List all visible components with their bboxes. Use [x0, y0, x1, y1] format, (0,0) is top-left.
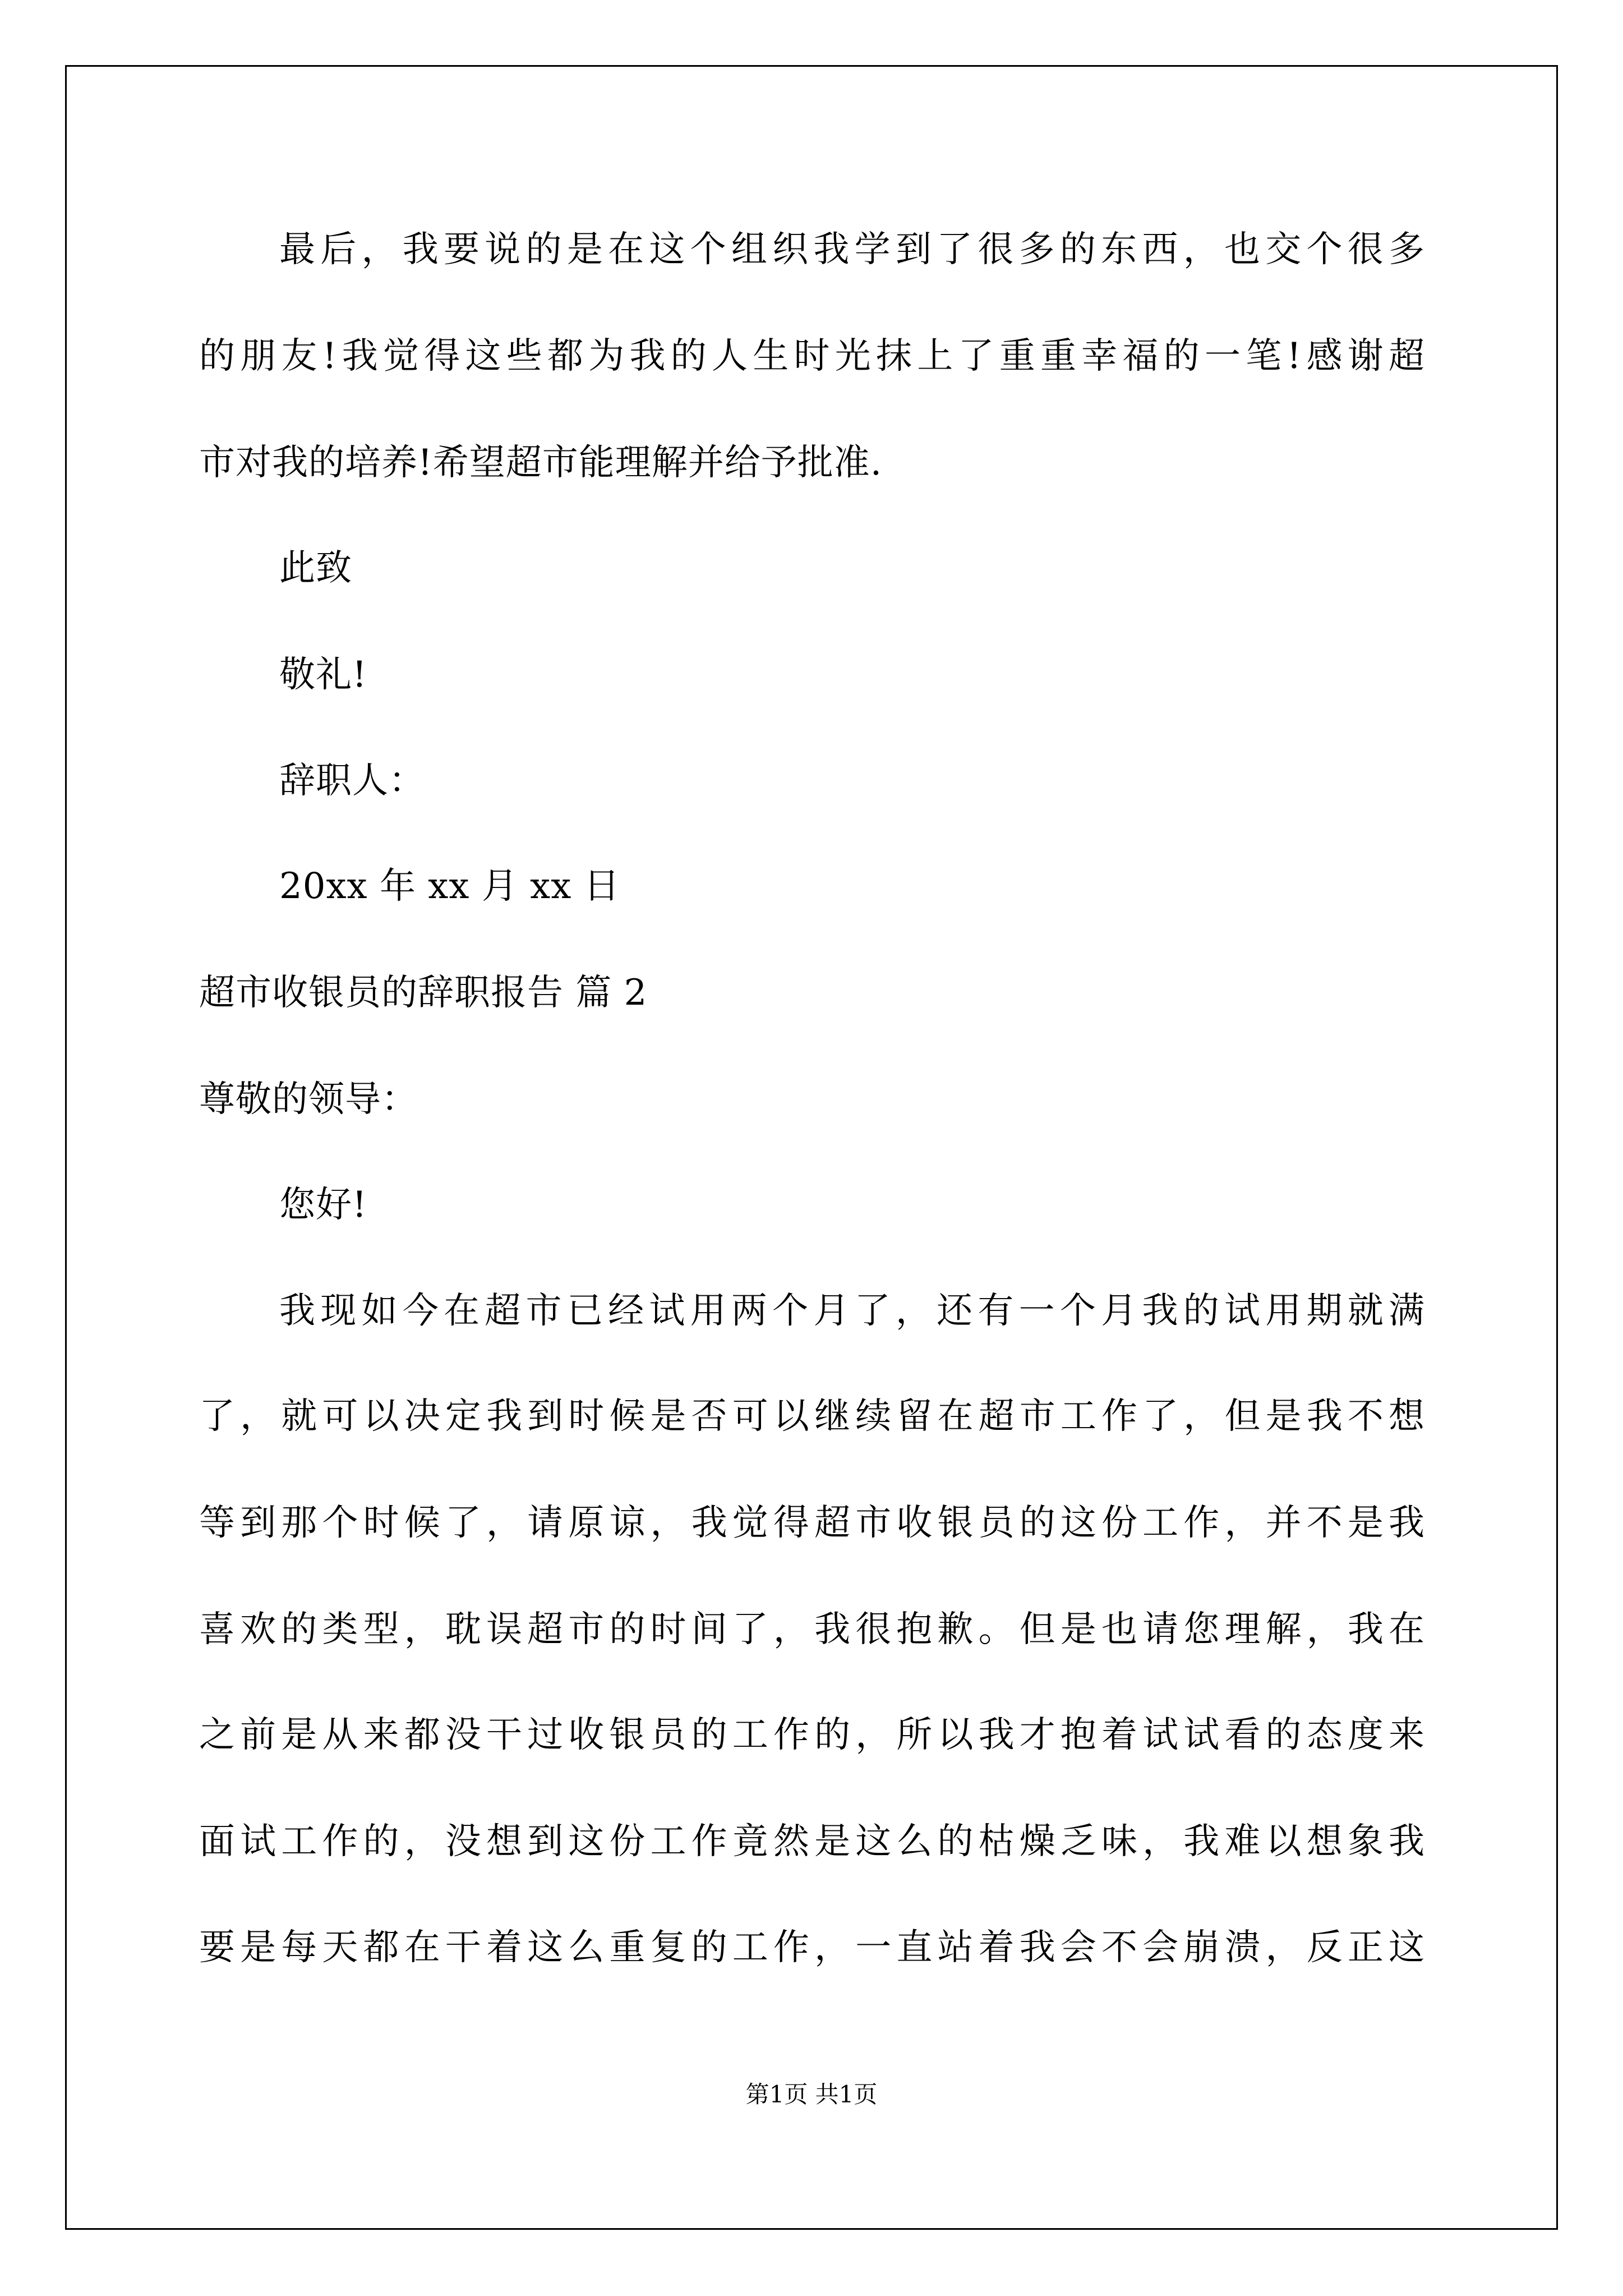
paragraph-line: 了，就可以决定我到时候是否可以继续留在超市工作了，但是我不想 — [199, 1396, 1425, 1437]
section-heading: 超市收银员的辞职报告 篇 2 — [199, 972, 648, 1014]
signature-label: 辞职人： — [279, 760, 425, 802]
paragraph-line: 面试工作的，没想到这份工作竟然是这么的枯燥乏味，我难以想象我 — [199, 1821, 1425, 1862]
paragraph-line: 喜欢的类型，耽误超市的时间了，我很抱歉。但是也请您理解，我在 — [199, 1609, 1425, 1650]
paragraph-line: 之前是从来都没干过收银员的工作的，所以我才抱着试试看的态度来 — [199, 1714, 1425, 1756]
paragraph-line: 市对我的培养!希望超市能理解并给予批准. — [199, 442, 883, 484]
date-line: 20xx 年 xx 月 xx 日 — [279, 866, 620, 907]
greeting-line: 尊敬的领导： — [199, 1079, 418, 1120]
salutation-line: 敬礼! — [279, 654, 367, 696]
paragraph-line: 的朋友!我觉得这些都为我的人生时光抹上了重重幸福的一笔!感谢超 — [199, 335, 1425, 377]
paragraph-line: 等到那个时候了，请原谅，我觉得超市收银员的这份工作，并不是我 — [199, 1502, 1425, 1544]
page-footer: 第1页 共1页 — [745, 2081, 878, 2108]
paragraph-line: 要是每天都在干着这么重复的工作，一直站着我会不会崩溃，反正这 — [199, 1927, 1425, 1968]
page-border — [65, 65, 1558, 2230]
paragraph-line: 我现如今在超市已经试用两个月了，还有一个月我的试用期就满 — [279, 1290, 1425, 1332]
closing-line: 此致 — [279, 547, 352, 589]
paragraph-line: 最后，我要说的是在这个组织我学到了很多的东西，也交个很多 — [279, 229, 1425, 270]
greeting-line: 您好! — [279, 1184, 367, 1226]
